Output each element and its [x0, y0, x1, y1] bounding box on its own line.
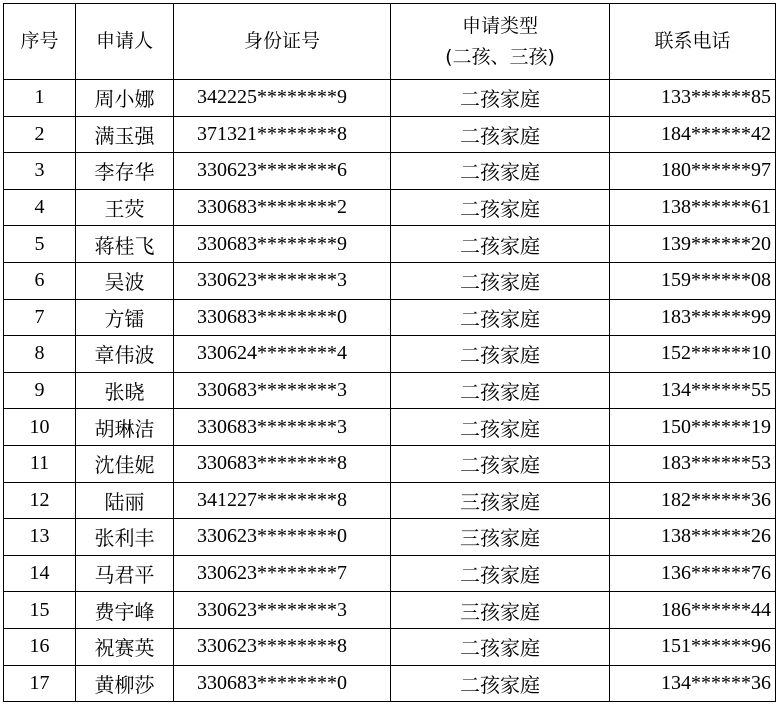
row-applicant-cell: 马君平 — [76, 555, 174, 592]
row-id-number-cell: 330624********4 — [174, 336, 391, 373]
row-applicant-cell: 周小娜 — [76, 80, 174, 117]
row-applicant-cell: 蒋桂飞 — [76, 226, 174, 263]
row-type-cell: 二孩家庭 — [391, 445, 610, 482]
row-index-cell: 6 — [4, 262, 76, 299]
row-id-number-cell: 330623********7 — [174, 555, 391, 592]
row-phone-cell: 183******99 — [610, 299, 776, 336]
row-id-number-cell: 371321********8 — [174, 116, 391, 153]
header-id-number: 身份证号 — [174, 4, 391, 80]
table-row — [4, 116, 776, 153]
table-row — [4, 628, 776, 665]
row-type-cell: 二孩家庭 — [391, 555, 610, 592]
row-type-cell: 三孩家庭 — [391, 519, 610, 556]
header-type — [391, 4, 610, 80]
table-row — [4, 336, 776, 373]
row-phone-cell: 152******10 — [610, 336, 776, 373]
row-id-number-cell: 330683********0 — [174, 665, 391, 702]
row-id-number-cell: 330683********3 — [174, 372, 391, 409]
row-type-cell: 二孩家庭 — [391, 116, 610, 153]
table-row — [4, 665, 776, 702]
table-row — [4, 555, 776, 592]
row-id-number-cell: 330683********3 — [174, 409, 391, 446]
table-row — [4, 445, 776, 482]
row-phone-cell: 138******26 — [610, 519, 776, 556]
table-body — [4, 80, 776, 702]
row-id-number-cell: 341227********8 — [174, 482, 391, 519]
header-type-line1: 申请类型 — [461, 14, 538, 37]
row-phone-cell: 159******08 — [610, 262, 776, 299]
row-applicant-cell: 沈佳妮 — [76, 445, 174, 482]
row-index-cell: 8 — [4, 336, 76, 373]
row-applicant-cell: 黄柳莎 — [76, 665, 174, 702]
table-row — [4, 519, 776, 556]
row-applicant-cell: 吴波 — [76, 262, 174, 299]
row-phone-cell: 186******44 — [610, 592, 776, 629]
row-phone-cell: 180******97 — [610, 153, 776, 190]
row-applicant-cell: 祝赛英 — [76, 628, 174, 665]
row-type-cell: 二孩家庭 — [391, 80, 610, 117]
row-index-cell: 15 — [4, 592, 76, 629]
row-id-number-cell: 330683********2 — [174, 189, 391, 226]
row-applicant-cell: 胡琳洁 — [76, 409, 174, 446]
row-type-cell: 二孩家庭 — [391, 189, 610, 226]
row-type-cell: 三孩家庭 — [391, 592, 610, 629]
row-type-cell: 二孩家庭 — [391, 372, 610, 409]
row-id-number-cell: 330623********0 — [174, 519, 391, 556]
row-type-cell: 二孩家庭 — [391, 299, 610, 336]
applicant-table — [3, 3, 776, 702]
row-applicant-cell: 方镭 — [76, 299, 174, 336]
row-id-number-cell: 342225********9 — [174, 80, 391, 117]
header-row — [4, 4, 776, 80]
row-index-cell: 5 — [4, 226, 76, 263]
row-index-cell: 16 — [4, 628, 76, 665]
table-row — [4, 299, 776, 336]
row-id-number-cell: 330683********8 — [174, 445, 391, 482]
row-index-cell: 7 — [4, 299, 76, 336]
row-index-cell: 14 — [4, 555, 76, 592]
table-row — [4, 592, 776, 629]
row-phone-cell: 134******55 — [610, 372, 776, 409]
row-phone-cell: 134******36 — [610, 665, 776, 702]
table-row — [4, 482, 776, 519]
row-index-cell: 3 — [4, 153, 76, 190]
row-type-cell: 二孩家庭 — [391, 262, 610, 299]
table-row — [4, 189, 776, 226]
row-index-cell: 2 — [4, 116, 76, 153]
row-index-cell: 10 — [4, 409, 76, 446]
row-applicant-cell: 张晓 — [76, 372, 174, 409]
row-applicant-cell: 陆丽 — [76, 482, 174, 519]
row-id-number-cell: 330623********6 — [174, 153, 391, 190]
table-row — [4, 226, 776, 263]
row-type-cell: 三孩家庭 — [391, 482, 610, 519]
row-id-number-cell: 330683********9 — [174, 226, 391, 263]
row-index-cell: 13 — [4, 519, 76, 556]
table-row — [4, 80, 776, 117]
row-phone-cell: 133******85 — [610, 80, 776, 117]
row-type-cell: 二孩家庭 — [391, 226, 610, 263]
row-applicant-cell: 满玉强 — [76, 116, 174, 153]
table-row — [4, 153, 776, 190]
row-phone-cell: 184******42 — [610, 116, 776, 153]
row-applicant-cell: 张利丰 — [76, 519, 174, 556]
row-id-number-cell: 330623********3 — [174, 592, 391, 629]
table-row — [4, 372, 776, 409]
row-index-cell: 1 — [4, 80, 76, 117]
row-index-cell: 9 — [4, 372, 76, 409]
row-phone-cell: 136******76 — [610, 555, 776, 592]
row-index-cell: 17 — [4, 665, 76, 702]
row-applicant-cell: 王荧 — [76, 189, 174, 226]
row-phone-cell: 182******36 — [610, 482, 776, 519]
row-index-cell: 4 — [4, 189, 76, 226]
row-phone-cell: 139******20 — [610, 226, 776, 263]
header-index: 序号 — [4, 4, 76, 80]
row-phone-cell: 151******96 — [610, 628, 776, 665]
row-type-cell: 二孩家庭 — [391, 409, 610, 446]
table-row — [4, 262, 776, 299]
row-index-cell: 11 — [4, 445, 76, 482]
row-type-cell: 二孩家庭 — [391, 665, 610, 702]
table-row — [4, 409, 776, 446]
row-phone-cell: 138******61 — [610, 189, 776, 226]
row-type-cell: 二孩家庭 — [391, 153, 610, 190]
header-applicant: 申请人 — [76, 4, 174, 80]
row-phone-cell: 183******53 — [610, 445, 776, 482]
row-applicant-cell: 费宇峰 — [76, 592, 174, 629]
row-id-number-cell: 330623********8 — [174, 628, 391, 665]
row-id-number-cell: 330623********3 — [174, 262, 391, 299]
row-type-cell: 二孩家庭 — [391, 628, 610, 665]
row-applicant-cell: 李存华 — [76, 153, 174, 190]
row-applicant-cell: 章伟波 — [76, 336, 174, 373]
header-type-line2: (二孩、三孩) — [445, 45, 555, 68]
row-type-cell: 二孩家庭 — [391, 336, 610, 373]
row-index-cell: 12 — [4, 482, 76, 519]
row-phone-cell: 150******19 — [610, 409, 776, 446]
row-id-number-cell: 330683********0 — [174, 299, 391, 336]
header-phone: 联系电话 — [610, 4, 776, 80]
